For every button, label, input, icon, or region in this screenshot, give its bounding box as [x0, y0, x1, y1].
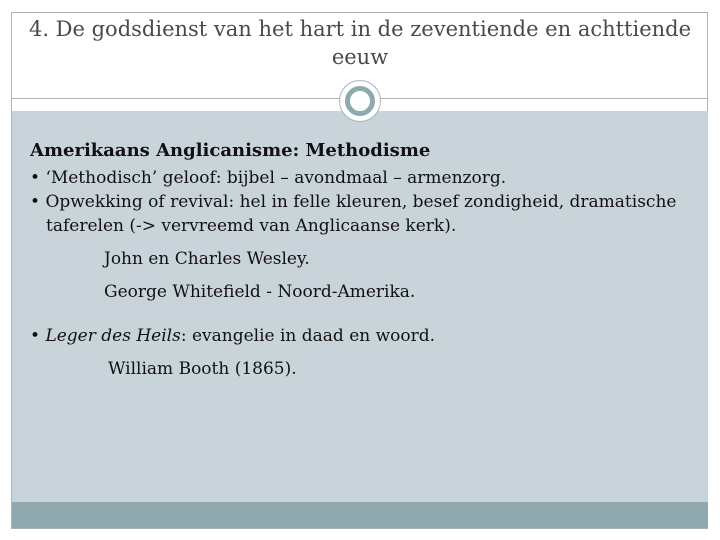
bullet-item — [30, 324, 700, 348]
bullet-text: ‘Methodisch’ geloof: bijbel – avondmaal – armenzorg. — [45, 168, 507, 188]
spacer — [30, 304, 700, 324]
bottom-accent-bar — [12, 502, 708, 528]
bullet-item — [30, 190, 700, 214]
ring-icon — [345, 86, 375, 116]
slide-body — [30, 138, 700, 381]
bullet-marker: • — [30, 326, 41, 346]
indented-line: George Whitefield - Noord-Amerika. — [104, 282, 416, 302]
title-line-2: eeuw — [331, 45, 389, 69]
indented-line: John en Charles Wesley. — [104, 249, 310, 269]
circle-ornament-icon — [339, 80, 381, 122]
bullet-text: : evangelie in daad en woord. — [180, 326, 436, 346]
bullet-item — [30, 166, 700, 190]
section-heading: Amerikaans Anglicanisme: Methodisme — [30, 140, 431, 161]
bullet-italic-text: Leger des Heils — [45, 326, 181, 346]
slide-title — [12, 15, 708, 71]
indented-line: William Booth (1865). — [108, 359, 297, 379]
title-line-1: 4. De godsdienst van het hart in de zeventiende en achttiende — [28, 17, 692, 41]
bullet-text: Opwekking of revival: hel in felle kleuren, besef zondigheid, dramatische — [45, 192, 677, 212]
bullet-marker: • — [30, 192, 41, 212]
bullet-continuation: taferelen (-> vervreemd van Anglicaanse kerk). — [46, 216, 457, 236]
bullet-marker: • — [30, 168, 41, 188]
